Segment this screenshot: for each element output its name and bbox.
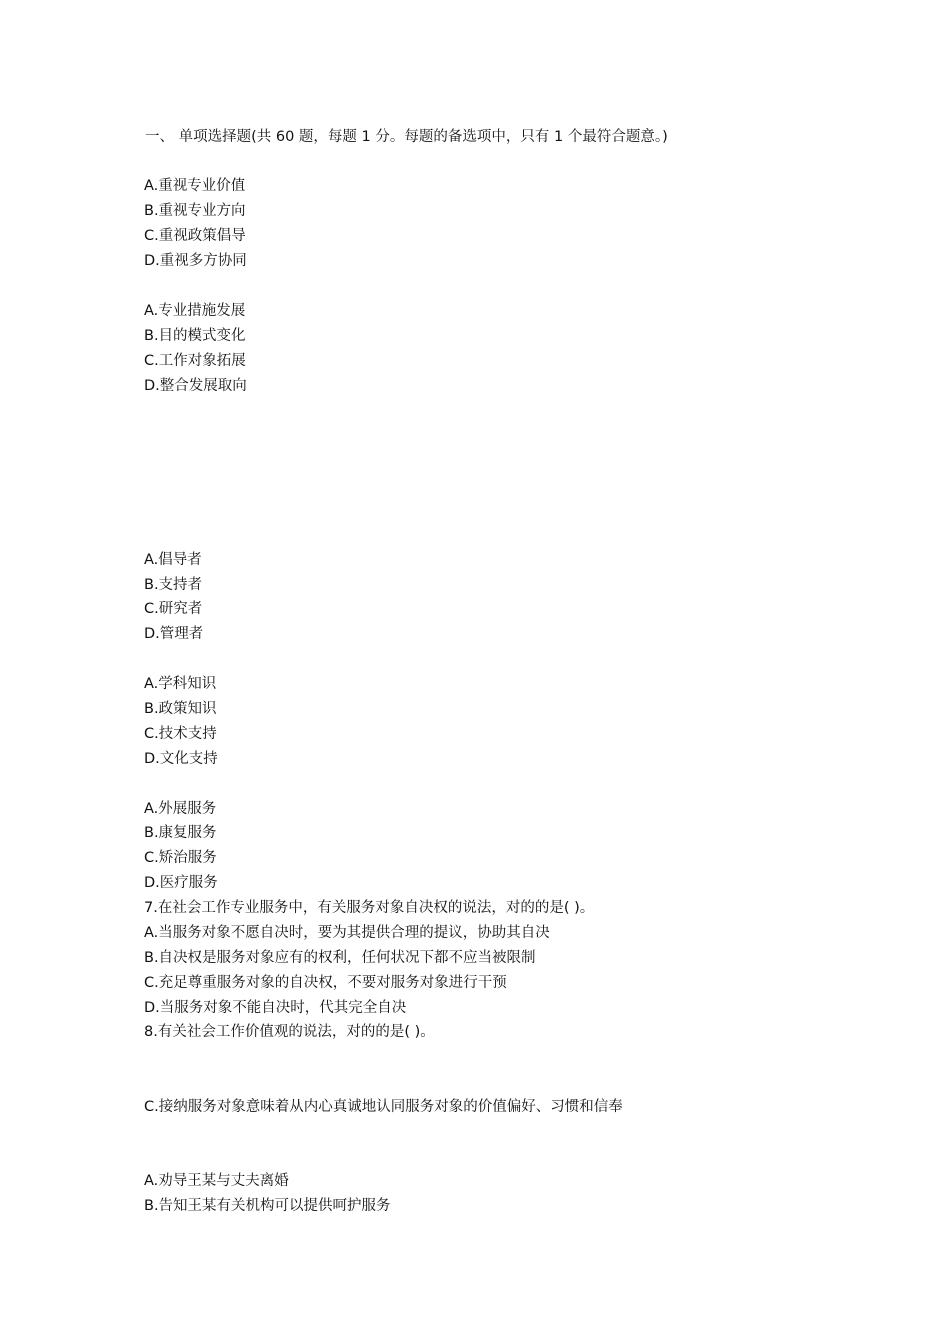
option-line: D.文化支持 xyxy=(144,751,218,767)
option-line: B.支持者 xyxy=(144,577,203,593)
option-line: A.外展服务 xyxy=(144,801,217,817)
option-line: A.学科知识 xyxy=(144,676,217,692)
option-line: B.自决权是服务对象应有的权利，任何状况下都不应当被限制 xyxy=(144,950,536,966)
option-line: C.研究者 xyxy=(144,601,203,617)
option-line: D.整合发展取向 xyxy=(144,378,247,394)
option-line: A.当服务对象不愿自决时，要为其提供合理的提议，协助其自决 xyxy=(144,925,550,941)
option-line: C.接纳服务对象意味着从内心真诚地认同服务对象的价值偏好、习惯和信奉 xyxy=(144,1099,623,1115)
option-line: C.工作对象拓展 xyxy=(144,353,246,369)
section-heading: 一、 单项选择题(共 60 题，每题 1 分。每题的备选项中，只有 1 个最符合题意。) xyxy=(145,129,668,145)
option-line: B.告知王某有关机构可以提供呵护服务 xyxy=(144,1198,391,1214)
option-line: A.劝导王某与丈夫离婚 xyxy=(144,1173,289,1189)
option-line: C.技术支持 xyxy=(144,726,217,742)
option-line: D.重视多方协同 xyxy=(144,253,247,269)
option-line: C.重视政策倡导 xyxy=(144,228,246,244)
option-line: B.重视专业方向 xyxy=(144,203,246,219)
option-line: B.康复服务 xyxy=(144,825,217,841)
option-line: A.专业措施发展 xyxy=(144,303,246,319)
option-line: B.政策知识 xyxy=(144,701,217,717)
question-line: 7.在社会工作专业服务中，有关服务对象自决权的说法，对的的是( )。 xyxy=(144,900,595,916)
option-line: A.倡导者 xyxy=(144,552,202,568)
option-line: D.管理者 xyxy=(144,626,204,642)
option-line: C.矫治服务 xyxy=(144,850,217,866)
option-line: A.重视专业价值 xyxy=(144,178,246,194)
option-line: C.充足尊重服务对象的自决权，不要对服务对象进行干预 xyxy=(144,975,507,991)
option-line: D.医疗服务 xyxy=(144,875,218,891)
question-line: 8.有关社会工作价值观的说法，对的的是( )。 xyxy=(144,1024,435,1040)
option-line: D.当服务对象不能自决时，代其完全自决 xyxy=(144,1000,407,1016)
option-line: B.目的模式变化 xyxy=(144,328,246,344)
